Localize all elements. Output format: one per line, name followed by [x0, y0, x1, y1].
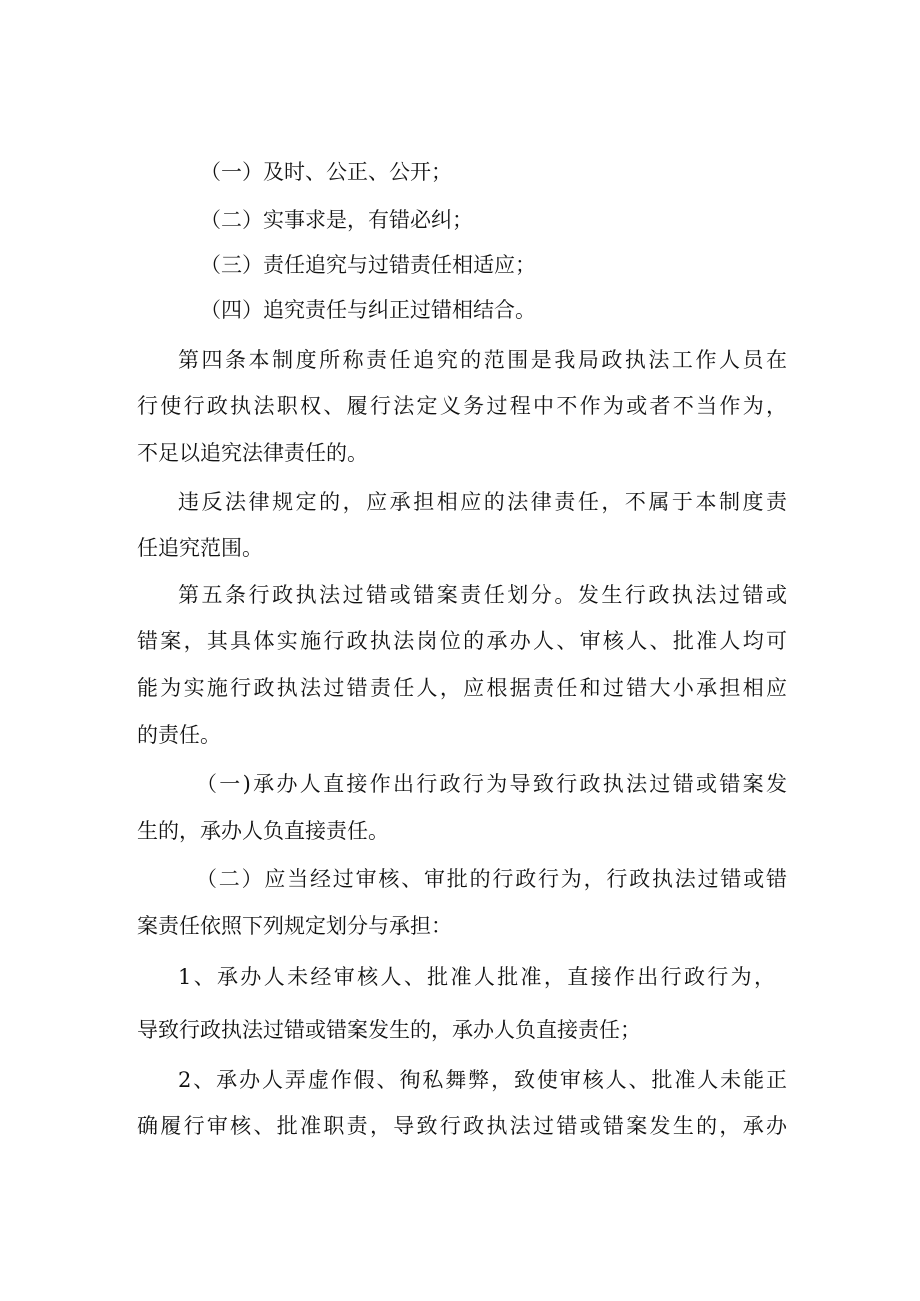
text-line: 第五条行政执法过错或错案责任划分。发生行政执法过错或: [178, 583, 787, 607]
text-line: （一)承办人直接作出行政行为导致行政执法过错或错案发: [196, 772, 787, 796]
text-line: 能为实施行政执法过错责任人，应根据责任和过错大小承担相应: [137, 676, 787, 700]
text-line: 违反法律规定的，应承担相应的法律责任，不属于本制度责: [178, 490, 787, 514]
text-line: （四）追究责任与纠正过错相结合。: [200, 298, 536, 322]
text-line: 不足以追究法律责任的。: [137, 441, 368, 465]
text-line: 的责任。: [137, 723, 221, 747]
text-line: 行使行政执法职权、履行法定义务过程中不作为或者不当作为，: [137, 394, 787, 418]
text-line: （二）应当经过审核、审批的行政行为，行政执法过错或错: [196, 867, 787, 891]
text-line: 案责任依照下列规定划分与承担：: [137, 914, 452, 938]
text-line: 导致行政执法过错或错案发生的，承办人负直接责任；: [137, 1018, 641, 1042]
text-line: （二）实事求是，有错必纠；: [200, 208, 473, 232]
text-line: （一）及时、公正、公开；: [200, 160, 452, 184]
text-line: 错案，其具体实施行政执法岗位的承办人、审核人、批准人均可: [137, 629, 787, 653]
text-line: 生的，承办人负直接责任。: [137, 819, 389, 843]
text-line: （三）责任追究与过错责任相适应；: [200, 253, 536, 277]
text-line: 1、承办人未经审核人、批准人批准，直接作出行政行为，: [178, 965, 775, 989]
text-line: 确履行审核、批准职责，导致行政执法过错或错案发生的，承办: [137, 1114, 787, 1138]
text-line: 2、承办人弄虚作假、徇私舞弊，致使审核人、批准人未能正: [178, 1068, 787, 1092]
text-line: 第四条本制度所称责任追究的范围是我局政执法工作人员在: [178, 348, 787, 372]
text-line: 任追究范围。: [137, 536, 263, 560]
